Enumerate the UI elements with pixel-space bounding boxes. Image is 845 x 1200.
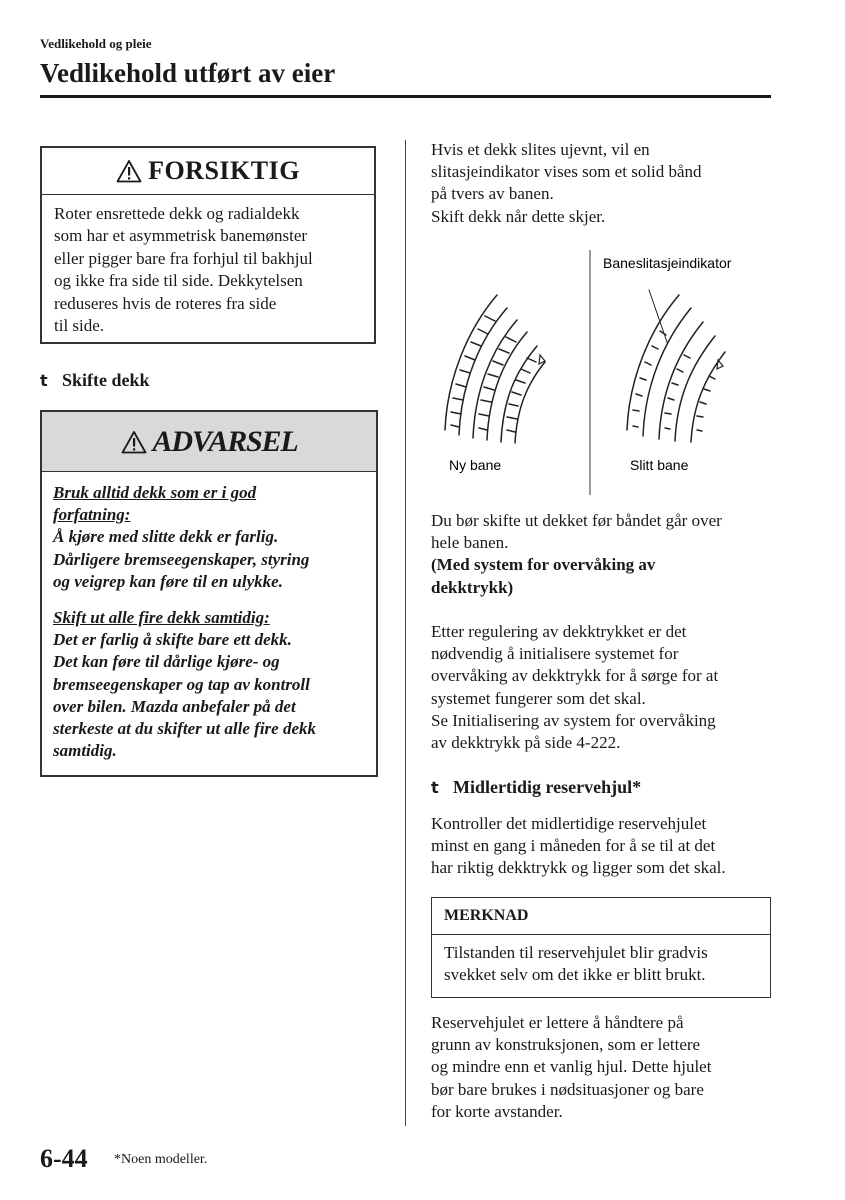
text-line: på tvers av banen. bbox=[431, 184, 554, 204]
text-line: systemet fungerer som det skal. bbox=[431, 688, 646, 708]
text-line: har riktig dekktrykk og ligger som det skal. bbox=[431, 858, 726, 878]
warning-line: sterkeste at du skifter ut alle fire dekk bbox=[53, 719, 317, 739]
caution-line: og ikke fra side til side. Dekkytelsen bbox=[54, 271, 303, 291]
spare-wheel-usage-text bbox=[431, 1012, 711, 1123]
note-line: svekket selv om det ikke er blitt brukt. bbox=[444, 965, 706, 985]
warning-line: Det kan føre til dårlige kjøre- og bbox=[53, 652, 280, 672]
note-box bbox=[431, 897, 771, 998]
warning-line: over bilen. Mazda anbefaler på det bbox=[53, 696, 296, 716]
warning-triangle-icon bbox=[121, 430, 147, 454]
spare-wheel-heading bbox=[431, 777, 641, 798]
warning-line: Dårligere bremseegenskaper, styring bbox=[53, 549, 310, 569]
text-line: Reservehjulet er lettere å håndtere på bbox=[431, 1013, 684, 1032]
tread-wear-illustration bbox=[427, 250, 771, 495]
section-bullet: t bbox=[431, 778, 439, 797]
worn-tread-drawing bbox=[627, 290, 725, 442]
text-line: overvåking av dekktrykk for å sørge for at bbox=[431, 666, 719, 686]
column-divider bbox=[405, 140, 406, 1126]
warning-box bbox=[40, 410, 378, 777]
warning-line: Det er farlig å skifte bare ett dekk. bbox=[53, 630, 292, 650]
replace-text bbox=[431, 510, 722, 599]
note-line: Tilstanden til reservehjulet blir gradvis bbox=[444, 943, 708, 962]
tpms-subheading: (Med system for overvåking av bbox=[431, 555, 656, 575]
caution-line: til side. bbox=[54, 316, 105, 336]
tire-change-heading-text: Skifte dekk bbox=[62, 370, 150, 390]
caution-line: reduseres hvis de roteres fra side bbox=[54, 293, 277, 313]
spare-wheel-text bbox=[431, 813, 726, 880]
warning-line: bremseegenskaper og tap av kontroll bbox=[53, 674, 310, 694]
page-number: 6-44 bbox=[40, 1144, 88, 1173]
text-line: Skift dekk når dette skjer. bbox=[431, 206, 606, 226]
title-rule bbox=[40, 95, 771, 98]
tpms-text bbox=[431, 621, 718, 754]
caution-title: FORSIKTIG bbox=[148, 156, 300, 185]
note-text bbox=[432, 935, 770, 986]
section-bullet: t bbox=[40, 371, 48, 390]
text-line: Etter regulering av dekktrykket er det bbox=[431, 622, 687, 641]
text-line: Hvis et dekk slites ujevnt, vil en bbox=[431, 140, 650, 159]
warning-subheading: forfatning: bbox=[53, 505, 131, 525]
text-line: nødvendig å initialisere systemet for bbox=[431, 644, 679, 664]
text-line: og mindre enn et vanlig hjul. Dette hjulet bbox=[431, 1057, 712, 1077]
warning-subheading: Skift ut alle fire dekk samtidig: bbox=[53, 608, 270, 628]
warning-triangle-icon bbox=[116, 159, 142, 183]
text-line: bør bare brukes i nødsituasjoner og bare bbox=[431, 1079, 704, 1099]
tire-change-heading bbox=[40, 370, 150, 391]
warning-text bbox=[42, 472, 376, 762]
caution-text bbox=[42, 195, 374, 337]
warning-line: samtidig. bbox=[53, 741, 117, 761]
caution-line: Roter ensrettede dekk og radialdekk bbox=[54, 204, 300, 223]
text-line: Du bør skifte ut dekket før båndet går over bbox=[431, 511, 722, 530]
section-label: Vedlikehold og pleie bbox=[40, 36, 152, 51]
text-line: hele banen. bbox=[431, 533, 509, 553]
worn-tread-label: Slitt bane bbox=[630, 457, 689, 473]
warning-header bbox=[42, 412, 376, 472]
wear-intro-text bbox=[431, 139, 702, 228]
text-line: slitasjeindikator vises som et solid bånd bbox=[431, 162, 702, 182]
text-line: minst en gang i måneden for å se til at det bbox=[431, 836, 716, 856]
footnote: *Noen modeller. bbox=[114, 1152, 208, 1167]
warning-subheading: Bruk alltid dekk som er i god bbox=[53, 483, 257, 502]
text-line: Se Initialisering av system for overvåking bbox=[431, 710, 716, 730]
caution-header bbox=[42, 148, 374, 195]
note-title: MERKNAD bbox=[432, 898, 770, 935]
caution-line: eller pigger bare fra forhjul til bakhjul bbox=[54, 248, 313, 268]
text-line: for korte avstander. bbox=[431, 1101, 563, 1121]
text-line: av dekktrykk på side 4-222. bbox=[431, 733, 621, 753]
page-title: Vedlikehold utført av eier bbox=[40, 58, 336, 88]
text-line: Kontroller det midlertidige reservehjulet bbox=[431, 814, 707, 833]
spare-wheel-heading-text: Midlertidig reservehjul* bbox=[453, 777, 642, 797]
warning-line: Å kjøre med slitte dekk er farlig. bbox=[53, 527, 279, 547]
wear-indicator-label: Baneslitasjeindikator bbox=[603, 255, 732, 271]
tpms-subheading: dekktrykk) bbox=[431, 577, 514, 597]
text-line: grunn av konstruksjonen, som er lettere bbox=[431, 1035, 701, 1055]
warning-line: og veigrep kan føre til en ulykke. bbox=[53, 571, 283, 591]
new-tread-drawing bbox=[445, 295, 545, 443]
caution-line: som har et asymmetrisk banemønster bbox=[54, 226, 308, 246]
caution-box bbox=[40, 146, 376, 344]
warning-title: ADVARSEL bbox=[152, 424, 298, 458]
new-tread-label: Ny bane bbox=[449, 457, 502, 473]
